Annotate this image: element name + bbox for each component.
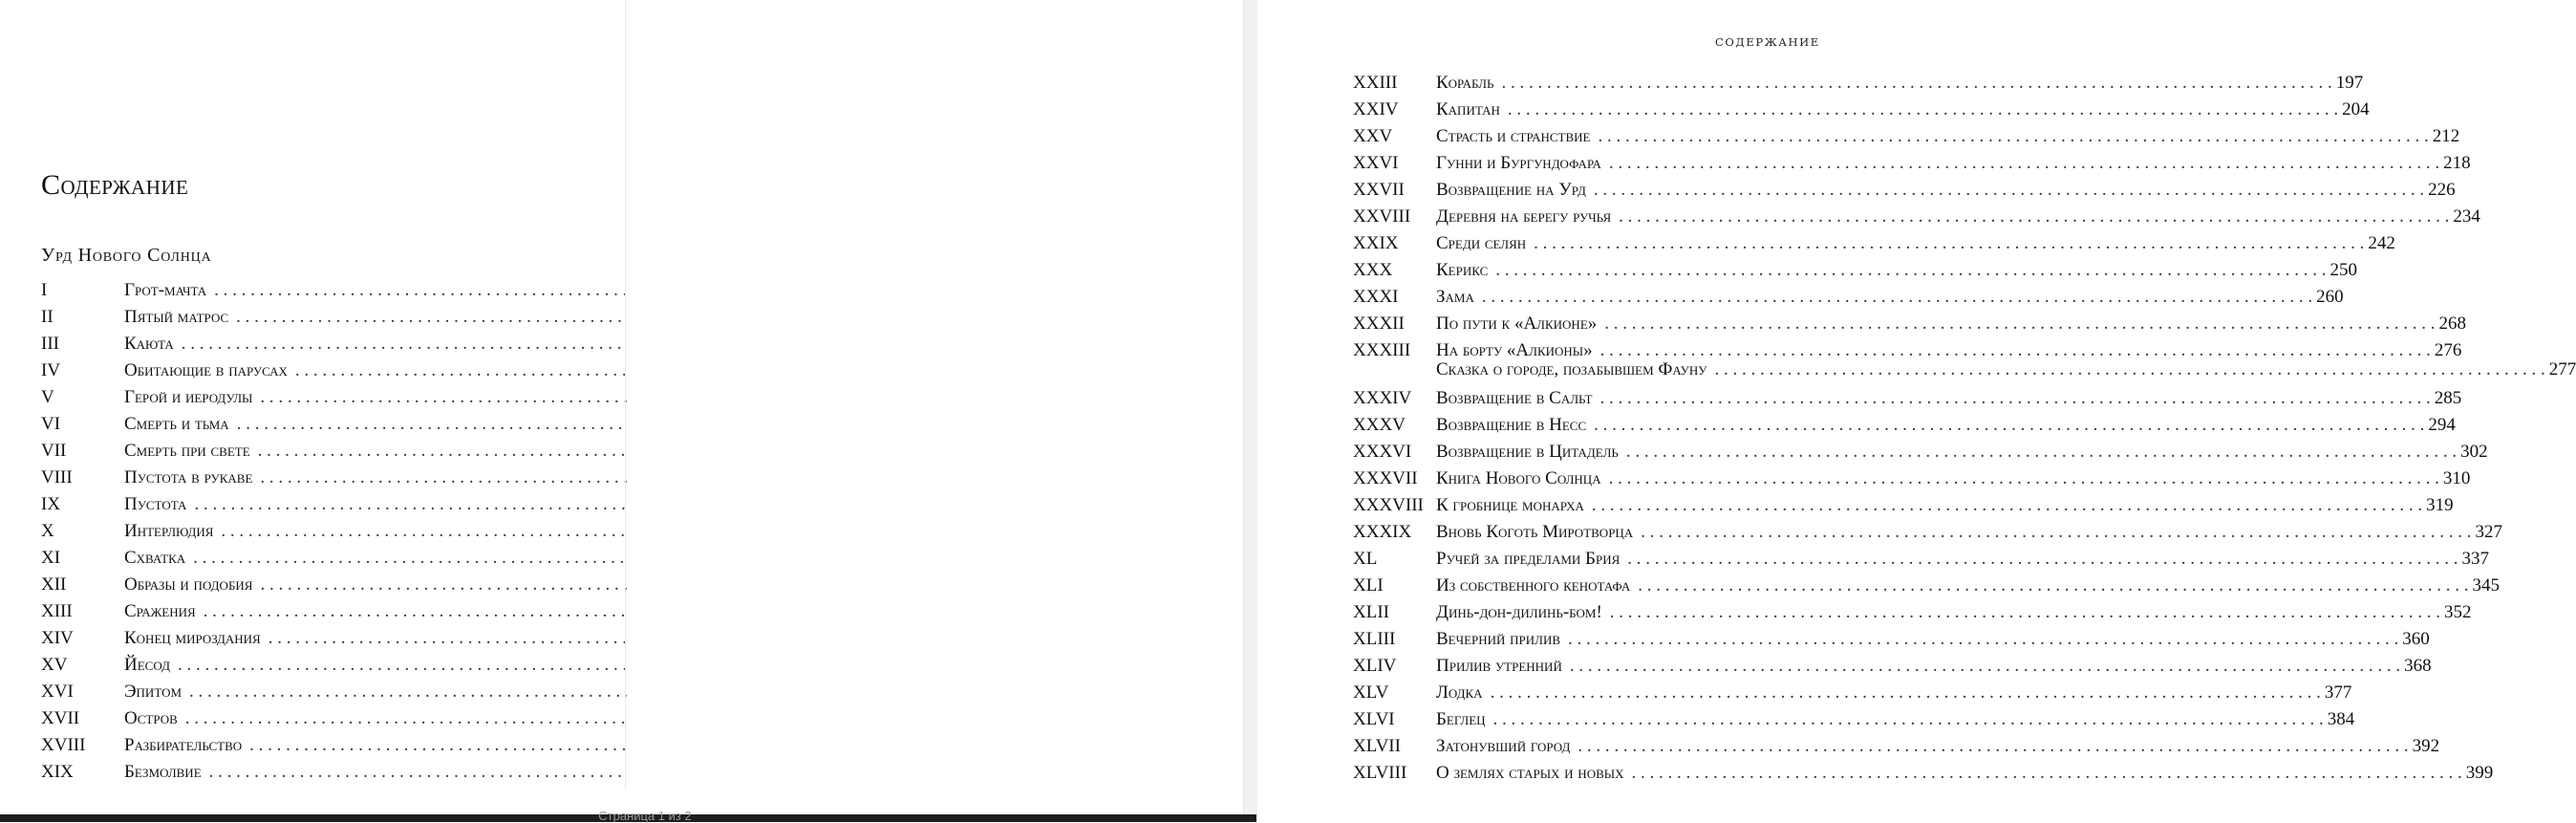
toc-subentry [1353, 359, 2576, 380]
dot-leader [1598, 126, 2428, 147]
chapter-title: Обитающие в парусах [124, 360, 288, 380]
chapter-number: III [41, 334, 59, 354]
chapter-number: XLII [1353, 602, 1389, 622]
chapter-number: XLIII [1353, 629, 1396, 649]
dot-leader [1619, 206, 2449, 227]
page-number: 260 [2316, 287, 2344, 307]
chapter-number: XXIX [1353, 233, 1399, 253]
toc-entry [41, 331, 524, 357]
chapter-title: Деревня на берегу ручья [1436, 206, 1612, 227]
toc-entry [1353, 257, 2357, 284]
chapter-title: Грот-мачта [124, 280, 207, 300]
dot-leader [1495, 260, 2326, 281]
chapter-number: XXXV [1353, 415, 1406, 435]
chapter-number: XLVII [1353, 736, 1401, 756]
chapter-number: XLIV [1353, 656, 1397, 676]
chapter-number: XXXIII [1353, 340, 1411, 360]
chapter-number: XIV [41, 628, 74, 648]
chapter-title: Пустота в рукаве [124, 467, 253, 487]
dot-leader [1627, 549, 2458, 570]
part-title: Урд Нового Солнца [41, 245, 212, 266]
chapter-title: Вновь Коготь Миротворца [1436, 522, 1634, 542]
page-number: 250 [2329, 260, 2357, 280]
chapter-title: Гунни и Бургундофара [1436, 153, 1601, 173]
chapter-number: IV [41, 360, 61, 380]
chapter-title: Интерлюдия [124, 521, 214, 541]
chapter-title: Динь-дон-дилинь-бом! [1436, 602, 1602, 622]
page-number: 352 [2444, 602, 2472, 622]
chapter-number: XXXVII [1353, 468, 1418, 488]
chapter-number: XXVIII [1353, 206, 1411, 227]
chapter-title: Зама [1436, 287, 1474, 307]
page-number: 212 [2432, 126, 2460, 146]
chapter-title: Лодка [1436, 682, 1483, 703]
chapter-number: XII [41, 574, 67, 595]
toc-entry [41, 625, 524, 652]
page-number: 294 [2428, 415, 2456, 435]
dot-leader [1609, 153, 2439, 174]
toc-entry [1353, 760, 2494, 787]
chapter-number: XLVIII [1353, 763, 1407, 783]
dot-leader [1578, 736, 2408, 757]
toc-entry [1353, 311, 2467, 337]
toc-entry [1353, 733, 2440, 760]
toc-entry [41, 277, 524, 304]
toc-entry [41, 518, 524, 545]
chapter-title: Сражения [124, 601, 196, 621]
chapter-title: Из собственного кенотафа [1436, 575, 1631, 596]
toc-entry [41, 384, 524, 411]
chapter-title: Остров [124, 708, 178, 728]
page-number: 302 [2460, 442, 2488, 462]
dot-leader [1599, 388, 2430, 409]
toc-entry [41, 411, 524, 438]
page-number: 197 [2335, 73, 2364, 93]
toc-entry [1353, 492, 2454, 519]
dot-leader [1568, 629, 2398, 650]
chapter-title: О землях старых и новых [1436, 763, 1624, 783]
chapter-number: XXXIV [1353, 388, 1412, 408]
chapter-number: XXVII [1353, 180, 1405, 200]
toc-entry [1353, 385, 2462, 412]
dot-leader [1594, 415, 2424, 436]
toc-entry [1353, 653, 2432, 680]
chapter-number: XI [41, 548, 61, 568]
chapter-number: XVII [41, 708, 80, 728]
chapter-title: Смерть при свете [124, 441, 250, 461]
toc-entry [41, 679, 524, 705]
chapter-title: Пятый матрос [124, 307, 229, 327]
page-number: 310 [2442, 468, 2471, 488]
toc-entry [41, 491, 524, 518]
toc-entry [1353, 706, 2355, 733]
chapter-number: XXIV [1353, 99, 1399, 119]
page-number: 345 [2472, 575, 2500, 596]
toc-entry [41, 598, 524, 625]
chapter-number: XV [41, 655, 68, 675]
page-status: Страница 1 из 2 [598, 809, 692, 823]
chapter-title: Каюта [124, 334, 174, 354]
chapter-number: X [41, 521, 54, 541]
toc-entry [41, 572, 524, 598]
chapter-title: Смерть и тьма [124, 414, 229, 434]
chapter-title: Конец мироздания [124, 628, 261, 648]
chapter-number: XLV [1353, 682, 1389, 703]
dot-leader [1493, 709, 2324, 730]
chapter-title: На борту «Алкионы» [1436, 340, 1593, 360]
chapter-title: Затонувший город [1436, 736, 1571, 756]
chapter-number: XXXVIII [1353, 495, 1424, 515]
page-number: 276 [2434, 340, 2462, 360]
page-number: 277 [2548, 359, 2576, 379]
page-number: 360 [2402, 629, 2430, 649]
toc-entry [41, 652, 524, 679]
chapter-number: XIX [41, 762, 74, 782]
dot-leader [1609, 468, 2439, 489]
toc-entry [1353, 546, 2489, 573]
page-number: 285 [2434, 388, 2462, 408]
chapter-title: Возвращение на Урд [1436, 180, 1586, 200]
left-page [0, 0, 626, 814]
toc-entry [1353, 599, 2472, 626]
dot-leader [1631, 763, 2461, 784]
chapter-title: Беглец [1436, 709, 1486, 729]
viewer-scrollbar[interactable] [1243, 0, 1257, 814]
dot-leader [1600, 340, 2431, 361]
dot-leader [1501, 73, 2331, 94]
chapter-title: Керикс [1436, 260, 1489, 280]
chapter-number: XXXIX [1353, 522, 1412, 542]
dot-leader [1592, 495, 2422, 516]
chapter-number: XXX [1353, 260, 1393, 280]
page-number: 234 [2453, 206, 2480, 227]
chapter-title: Возвращение в Цитадель [1436, 442, 1619, 462]
toc-entry [1353, 150, 2471, 177]
chapter-number: VI [41, 414, 61, 434]
chapter-number: XXVI [1353, 153, 1399, 173]
chapter-title: Прилив утренний [1436, 656, 1562, 676]
dot-leader [1482, 287, 2312, 308]
page-number: 384 [2327, 709, 2355, 729]
chapter-number: XIII [41, 601, 73, 621]
chapter-number: VIII [41, 467, 73, 487]
dot-leader [1570, 656, 2400, 677]
page-number: 268 [2438, 314, 2467, 334]
toc-list-left [41, 277, 524, 786]
toc-entry [1353, 466, 2471, 492]
chapter-title: Разбирательство [124, 735, 243, 755]
toc-entry [41, 759, 524, 786]
page-number: 337 [2461, 549, 2489, 569]
toc-entry [1353, 439, 2488, 466]
page-number: 226 [2428, 180, 2456, 200]
chapter-title: Безмолвие [124, 762, 202, 782]
chapter-number: VII [41, 441, 67, 461]
toc-entry [41, 465, 524, 491]
chapter-number: XVI [41, 682, 74, 702]
page-number: 218 [2443, 153, 2471, 173]
toc-entry [1353, 412, 2456, 439]
page-number: 319 [2426, 495, 2454, 515]
toc-entry [41, 732, 524, 759]
toc-entry [41, 357, 524, 384]
chapter-title: Ручей за пределами Брия [1436, 549, 1621, 569]
toc-entry [1353, 680, 2352, 706]
toc-entry [1353, 230, 2395, 257]
running-head: СОДЕРЖАНИЕ [1715, 35, 1820, 49]
chapter-title: Вечерний прилив [1436, 629, 1561, 649]
chapter-number: XLVI [1353, 709, 1395, 729]
toc-title: Содержание [41, 169, 189, 201]
dot-leader [1491, 682, 2321, 704]
toc-entry [1353, 177, 2456, 204]
chapter-title: Корабль [1436, 73, 1494, 93]
dot-leader [1534, 233, 2364, 254]
dot-leader [1714, 359, 2544, 380]
toc-entry [41, 705, 524, 732]
right-page [627, 0, 2576, 814]
toc-entry [1353, 626, 2430, 653]
toc-entry [1353, 284, 2344, 311]
chapter-number: II [41, 307, 54, 327]
chapter-title: Сказка о городе, позабывшем Фауну [1436, 359, 1707, 379]
toc-entry [1353, 573, 2500, 599]
chapter-title: Герой и иеродулы [124, 387, 253, 407]
dot-leader [1508, 99, 2338, 120]
toc-entry [1353, 123, 2460, 150]
chapter-number: XLI [1353, 575, 1384, 596]
dot-leader [1638, 575, 2468, 596]
chapter-title: Среди селян [1436, 233, 1527, 253]
toc-list-right [1353, 70, 2576, 787]
chapter-number: XXXI [1353, 287, 1399, 307]
dot-leader [1626, 442, 2457, 463]
chapter-title: Капитан [1436, 99, 1500, 119]
page-number: 368 [2404, 656, 2432, 676]
toc-entry [41, 438, 524, 465]
chapter-number: XL [1353, 549, 1378, 569]
chapter-title: Пустота [124, 494, 187, 514]
page-number: 204 [2342, 99, 2370, 119]
toc-entry [41, 304, 524, 331]
toc-entry [1353, 204, 2480, 230]
chapter-title: Йесод [124, 655, 170, 675]
toc-entry [1353, 519, 2502, 546]
chapter-title: Образы и подобия [124, 574, 253, 595]
chapter-title: Эпитом [124, 682, 182, 702]
toc-entry [1353, 97, 2370, 123]
chapter-title: По пути к «Алкионе» [1436, 314, 1598, 334]
chapter-title: Страсть и странствие [1436, 126, 1591, 146]
chapter-number: XVIII [41, 735, 86, 755]
dot-leader [1641, 522, 2471, 543]
page-number: 392 [2412, 736, 2440, 756]
chapter-number: IX [41, 494, 61, 514]
chapter-number: V [41, 387, 54, 407]
page-number: 377 [2324, 682, 2352, 703]
chapter-number: XXIII [1353, 73, 1398, 93]
chapter-title: К гробнице монарха [1436, 495, 1584, 515]
chapter-number: XXXII [1353, 314, 1405, 334]
chapter-number: XXXVI [1353, 442, 1412, 462]
toc-entry [1353, 70, 2364, 97]
page-number: 399 [2465, 763, 2494, 783]
dot-leader [1610, 602, 2440, 623]
chapter-title: Возвращение в Несс [1436, 415, 1587, 435]
chapter-title: Книга Нового Солнца [1436, 468, 1601, 488]
chapter-number: I [41, 280, 48, 300]
page-number: 327 [2475, 522, 2502, 542]
dot-leader [1594, 180, 2424, 201]
dot-leader [1604, 314, 2435, 335]
toc-entry [41, 545, 524, 572]
page-divider [625, 0, 626, 790]
page-number: 242 [2368, 233, 2395, 253]
chapter-number: XXV [1353, 126, 1393, 146]
chapter-title: Возвращение в Сальт [1436, 388, 1593, 408]
chapter-title: Схватка [124, 548, 186, 568]
